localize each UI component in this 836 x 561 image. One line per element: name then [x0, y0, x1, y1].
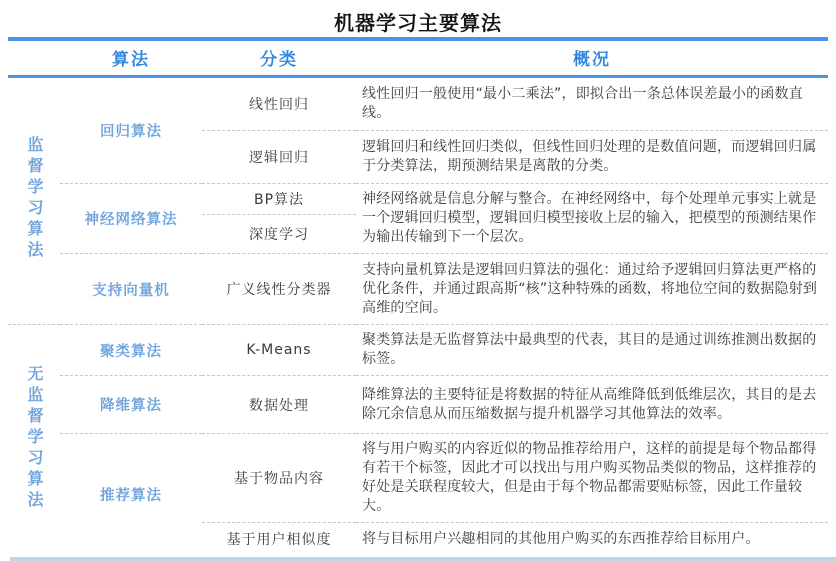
header-algorithm: 算法: [60, 39, 202, 77]
category-cell-deep-learning: 深度学习: [202, 214, 356, 253]
table-row: [8, 325, 828, 376]
overview-cell-neural-network: 神经网络就是信息分解与整合。在神经网络中，每个处理单元事实上就是一个逻辑回归模型，逻辑回归模型接收上层的输入，把模型的预测结果作为输出传输到下一个层次。: [356, 184, 828, 254]
category-cell-linear-regression: 线性回归: [249, 97, 309, 113]
table-row: [8, 77, 828, 131]
algorithm-cell-regression: 回归算法: [100, 124, 162, 140]
table-row: [8, 376, 828, 434]
overview-cell-svm: 支持向量机算法是逻辑回归算法的强化：通过给予逻辑回归算法更严格的优化条件，并通过跟高斯“核”这种特殊的函数，将地位空间的数据隐射到高维的空间。: [356, 254, 828, 325]
page-title: 机器学习主要算法: [334, 11, 502, 35]
overview-cell-user-similarity: 将与目标用户兴趣相同的其他用户购买的东西推荐给目标用户。: [356, 523, 828, 556]
group-label-unsupervised: 无监督学习算法: [25, 364, 44, 512]
category-cell-kmeans: K-Means: [202, 325, 356, 376]
category-cell-logistic-regression: 逻辑回归: [202, 131, 356, 184]
category-cell-item-based: 基于物品内容: [202, 434, 356, 523]
algorithm-cell-svm: 支持向量机: [60, 254, 202, 325]
table-row: [8, 184, 828, 215]
table-header: [8, 39, 828, 77]
overview-cell-clustering: 聚类算法是无监督算法中最典型的代表，其目的是通过训练推测出数据的标签。: [356, 325, 828, 376]
table-row: [8, 434, 828, 523]
group-label-supervised: 监督学习算法: [25, 136, 44, 262]
category-cell-user-similarity: 基于用户相似度: [202, 523, 356, 556]
category-cell-bp: BP算法: [202, 184, 356, 215]
overview-cell-logistic-regression: 逻辑回归和线性回归类似，但线性回归处理的是数值问题，而逻辑回归属于分类算法，期预测结果是离散的分类。: [356, 131, 828, 184]
algorithm-cell-neural-network: 神经网络算法: [60, 184, 202, 254]
overview-cell-item-based: 将与用户购买的内容近似的物品推荐给用户，这样的前提是每个物品都得有若干个标签，因此才可以找出与用户购买物品类似的物品，这样推荐的好处是关联程度较大，但是由于每个物品都需要贴标签，因此工作量较大。: [356, 434, 828, 523]
overview-cell-linear-regression: 线性回归一般使用“最小二乘法”，即拟合出一条总体误差最小的函数直线。: [362, 86, 803, 121]
header-group-spacer: [8, 39, 60, 77]
category-cell-data-processing: 数据处理: [202, 376, 356, 434]
algorithm-cell-clustering: 聚类算法: [60, 325, 202, 376]
overview-cell-dimensionality-reduction: 降维算法的主要特征是将数据的特征从高维降低到低维层次，其目的是去除冗余信息从而压缩数据与提升机器学习其他算法的效率。: [356, 376, 828, 434]
bottom-accent-line: [10, 557, 836, 561]
algorithm-cell-recommendation: 推荐算法: [60, 434, 202, 556]
group-cell-supervised: [8, 77, 60, 325]
group-cell-unsupervised: [8, 325, 60, 556]
algorithm-cell-dimensionality-reduction: 降维算法: [60, 376, 202, 434]
category-cell-linear-classifier: 广义线性分类器: [202, 254, 356, 325]
header-overview: 概况: [356, 39, 828, 77]
table-row: [8, 254, 828, 325]
header-category: 分类: [202, 39, 356, 77]
algorithms-table: [8, 37, 828, 556]
